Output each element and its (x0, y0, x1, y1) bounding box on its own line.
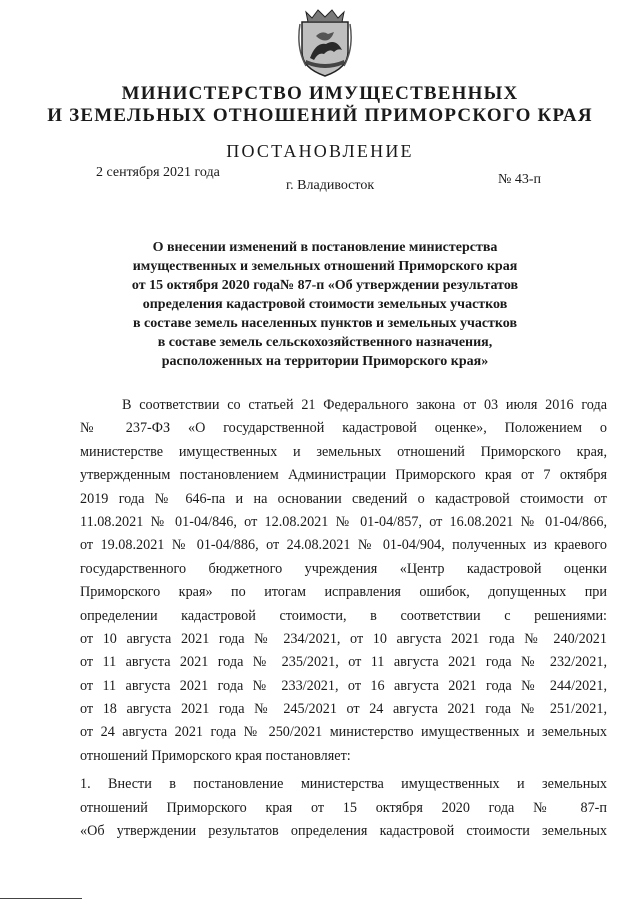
body-line: от 11 августа 2021 года № 233/2021, от 16 августа 2021 года № 244/2021, (80, 677, 607, 694)
document-body (80, 394, 607, 843)
title-line: расположенных на территории Приморского края» (161, 354, 489, 369)
title-line: в составе земель сельскохозяйственного назначения, (157, 335, 493, 350)
body-line: определении кадастровой стоимости, в соответствии с решениями: (80, 607, 607, 624)
body-line: 2019 года № 646-па и на основании сведений о кадастровой стоимости от (80, 490, 607, 507)
document-number: № 43-п (498, 172, 542, 187)
body-line: министерстве имущественных и земельных отношений Приморского края, (80, 443, 607, 460)
body-line: утвержденным постановлением Администрации Приморского края от 7 октября (80, 467, 607, 484)
body-line: Приморского края» по итогам исправления ошибок, допущенных при (80, 584, 607, 601)
bottom-rule (0, 898, 82, 899)
title-line: от 15 октября 2020 года№ 87-п «Об утверждении результатов (131, 278, 519, 293)
item-1-line: отношений Приморского края от 15 октября 2020 года № 87-п (80, 799, 607, 816)
coat-of-arms-emblem (296, 8, 354, 78)
body-line: от 11 августа 2021 года № 235/2021, от 11 августа 2021 года № 232/2021, (80, 654, 607, 671)
body-line: от 18 августа 2021 года № 245/2021 от 24 августа 2021 года № 251/2021, (80, 701, 607, 718)
document-type: ПОСТАНОВЛЕНИЕ (226, 141, 414, 161)
item-1-line: «Об утверждении результатов определения кадастровой стоимости земельных (80, 823, 607, 840)
title-line: определения кадастровой стоимости земельных участков (142, 297, 508, 312)
title-line: в составе земель населенных пунктов и земельных участков (132, 316, 518, 331)
ministry-name-line2: И ЗЕМЕЛЬНЫХ ОТНОШЕНИЙ ПРИМОРСКОГО КРАЯ (47, 105, 593, 126)
body-line: 11.08.2021 № 01-04/846, от 12.08.2021 № 01-04/857, от 16.08.2021 № 01-04/866, (80, 513, 607, 530)
body-line: от 24 августа 2021 года № 250/2021 министерство имущественных и земельных (80, 724, 607, 741)
body-line: государственного бюджетного учреждения «Центр кадастровой оценки (80, 560, 607, 577)
body-line: от 10 августа 2021 года № 234/2021, от 10 августа 2021 года № 240/2021 (80, 630, 607, 647)
body-line: № 237-ФЗ «О государственной кадастровой оценке», Положением о (80, 420, 607, 437)
title-line: О внесении изменений в постановление министерства (152, 240, 498, 255)
document-title (90, 238, 560, 371)
title-line: имущественных и земельных отношений Приморского края (132, 259, 518, 274)
body-line: от 19.08.2021 № 01-04/886, от 24.08.2021 № 01-04/904, полученных из краевого (80, 537, 607, 554)
document-date: 2 сентября 2021 года (96, 165, 220, 180)
document-city: г. Владивосток (286, 178, 375, 193)
body-line: В соответствии со статьей 21 Федерального закона от 03 июля 2016 года (122, 397, 607, 413)
item-1-line: 1. Внести в постановление министерства имущественных и земельных (80, 776, 607, 793)
body-line: отношений Приморского края постановляет: (80, 747, 351, 764)
ministry-name-line1: МИНИСТЕРСТВО ИМУЩЕСТВЕННЫХ (121, 83, 519, 104)
